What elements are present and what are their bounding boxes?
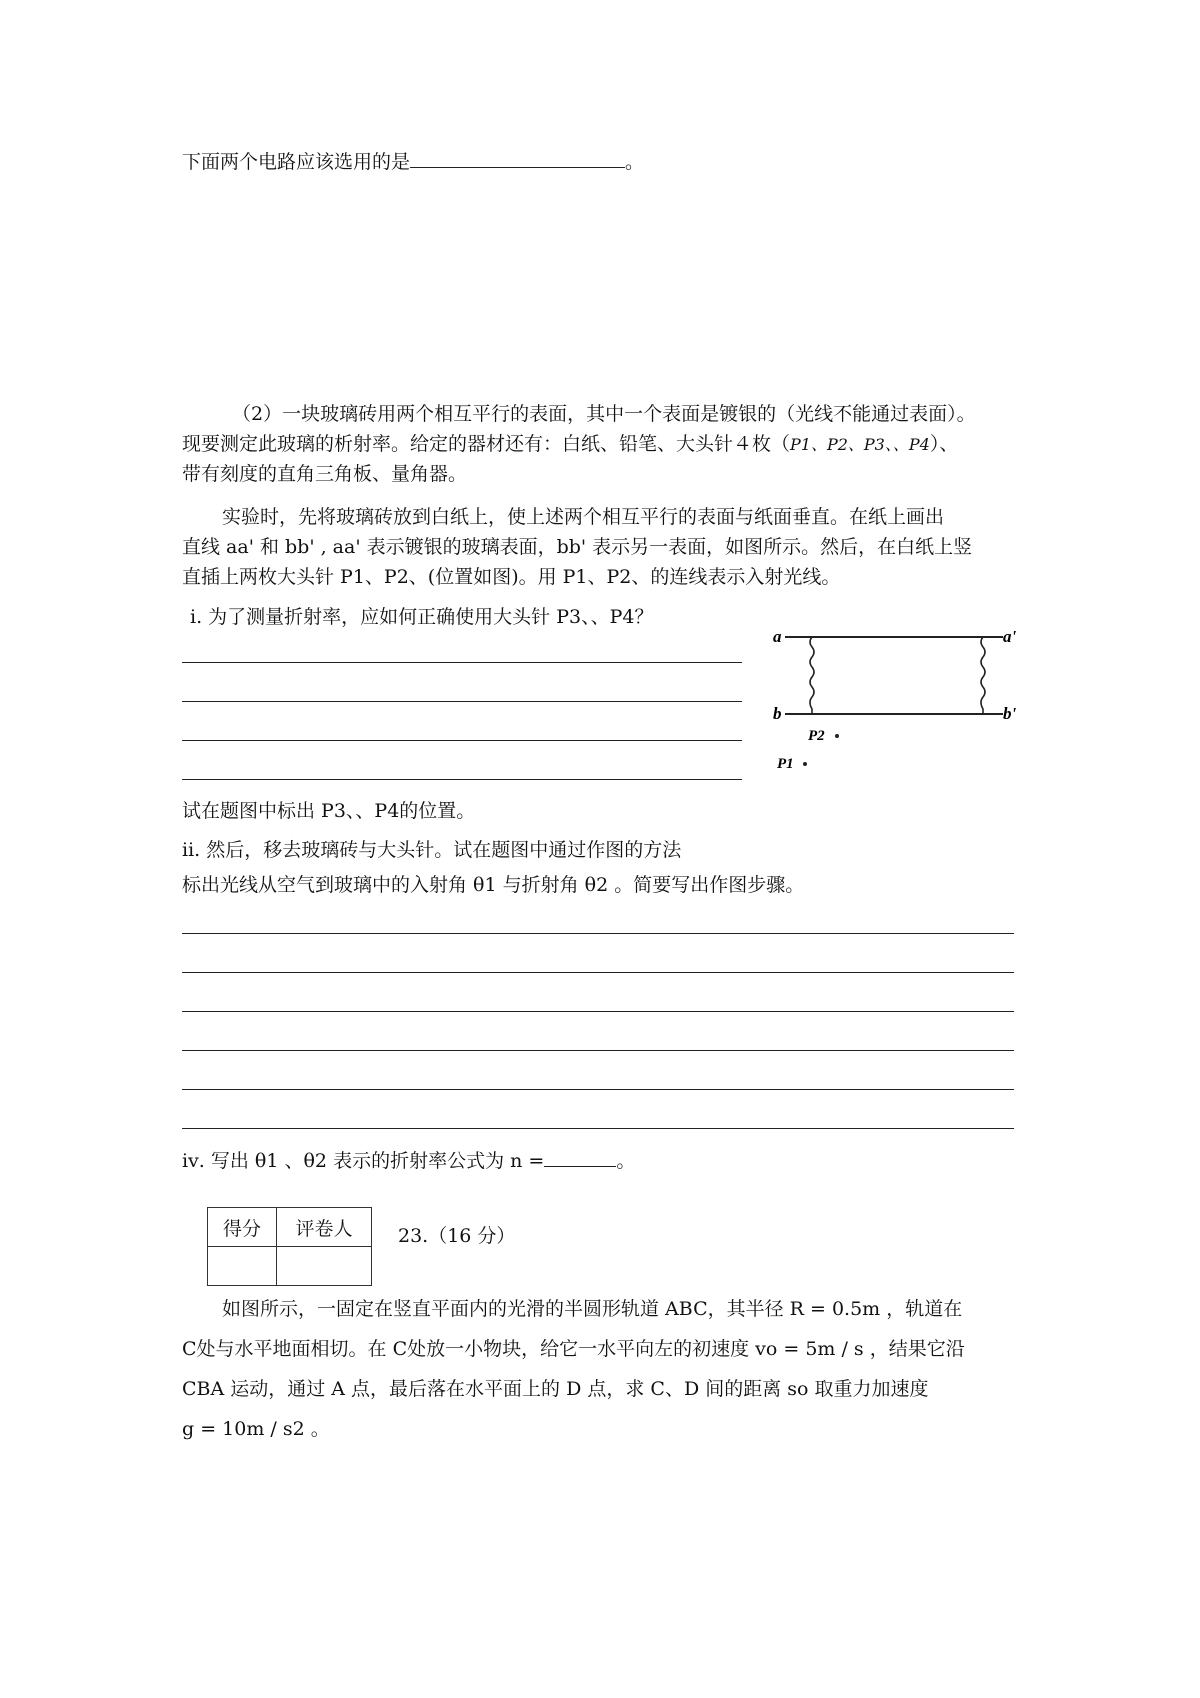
label-b: b <box>773 704 782 723</box>
part2-line-3: 带有刻度的直角三角板、量角器。 <box>182 463 468 485</box>
score-table <box>207 1207 372 1286</box>
answer-line[interactable] <box>182 933 1014 934</box>
q23-line-2: C处与水平地面相切。在 C处放一小物块，给它一水平向左的初速度 vo = 5m / s ，结果它沿 <box>182 1338 965 1360</box>
pin-p1-dot <box>803 762 807 766</box>
subq-ii-line-2: 标出光线从空气到玻璃中的入射角 θ1 与折射角 θ2 。简要写出作图步骤。 <box>182 874 805 896</box>
question-tail-end: 。 <box>625 151 645 173</box>
label-p1: P1 <box>777 756 794 772</box>
label-a-prime: a' <box>1003 627 1017 646</box>
formula-blank[interactable] <box>544 1166 616 1167</box>
part2-line-2 <box>182 430 958 459</box>
answer-line[interactable] <box>182 1089 1014 1090</box>
part2-line-6: 直插上两枚大头针 P1、P2、(位置如图)。用 P1、P2、的连线表示入射光线。 <box>182 566 841 588</box>
label-b-prime: b' <box>1003 704 1017 723</box>
answer-blank[interactable] <box>410 167 625 168</box>
answer-line[interactable] <box>182 740 742 741</box>
label-a: a <box>773 627 782 646</box>
answer-line[interactable] <box>182 662 742 663</box>
subq-ii-line-1: ⅱ. 然后，移去玻璃砖与大头针。试在题图中通过作图的方法 <box>182 839 682 861</box>
pin-p2-dot <box>835 734 839 738</box>
subq-iv-text: ⅳ. 写出 θ1 、θ2 表示的折射率公式为 n = <box>182 1150 545 1172</box>
answer-line[interactable] <box>182 701 742 702</box>
q23-line-3: CBA 运动，通过 A 点，最后落在水平面上的 D 点，求 C、D 间的距离 so 取重力加速度 <box>182 1378 929 1400</box>
answer-line[interactable] <box>182 972 1014 973</box>
left-edge-line <box>810 637 814 714</box>
score-header: 得分 <box>208 1208 277 1247</box>
grader-header: 评卷人 <box>277 1208 372 1247</box>
part2-line-2-text: 现要测定此玻璃的析射率。给定的器材还有：白纸、铅笔、大头针４枚（ <box>182 433 791 455</box>
pins-list: P1、P2、P3、、P4 <box>790 435 930 454</box>
part2-line-4: 实验时，先将玻璃砖放到白纸上，使上述两个相互平行的表面与纸面垂直。在纸上画出 <box>222 506 945 528</box>
q23-line-1: 如图所示，一固定在竖直平面内的光滑的半圆形轨道 ABC，其半径 R = 0.5m ，轨道在 <box>222 1298 963 1320</box>
q23-heading: 23.（16 分） <box>398 1225 516 1247</box>
answer-line[interactable] <box>182 779 742 780</box>
subq-i-question: ⅰ. 为了测量折射率，应如何正确使用大头针 P3、、P4？ <box>190 606 654 628</box>
score-cell[interactable] <box>208 1247 277 1286</box>
subq-iv <box>182 1147 635 1175</box>
part2-line-1: （2）一块玻璃砖用两个相互平行的表面，其中一个表面是镀银的（光线不能通过表面）。 <box>232 403 976 425</box>
label-p2: P2 <box>808 728 825 744</box>
answer-line[interactable] <box>182 1050 1014 1051</box>
question-tail <box>182 148 644 176</box>
answer-line[interactable] <box>182 1128 1014 1129</box>
glass-brick-figure <box>765 612 1030 777</box>
subq-iv-end: 。 <box>616 1150 636 1172</box>
answer-line[interactable] <box>182 1011 1014 1012</box>
question-tail-text: 下面两个电路应该选用的是 <box>182 151 411 173</box>
q23-line-4: g = 10m / s2 。 <box>182 1418 330 1440</box>
subq-i-mark: 试在题图中标出 P3、、P4的位置。 <box>182 800 476 822</box>
part2-line-2-end: ）、 <box>929 433 959 455</box>
grader-cell[interactable] <box>277 1247 372 1286</box>
part2-line-5: 直线 aa' 和 bb' , aa' 表示镀银的玻璃表面，bb' 表示另一表面，如图所示。然后，在白纸上竖 <box>182 536 973 558</box>
right-edge-line <box>981 637 985 714</box>
